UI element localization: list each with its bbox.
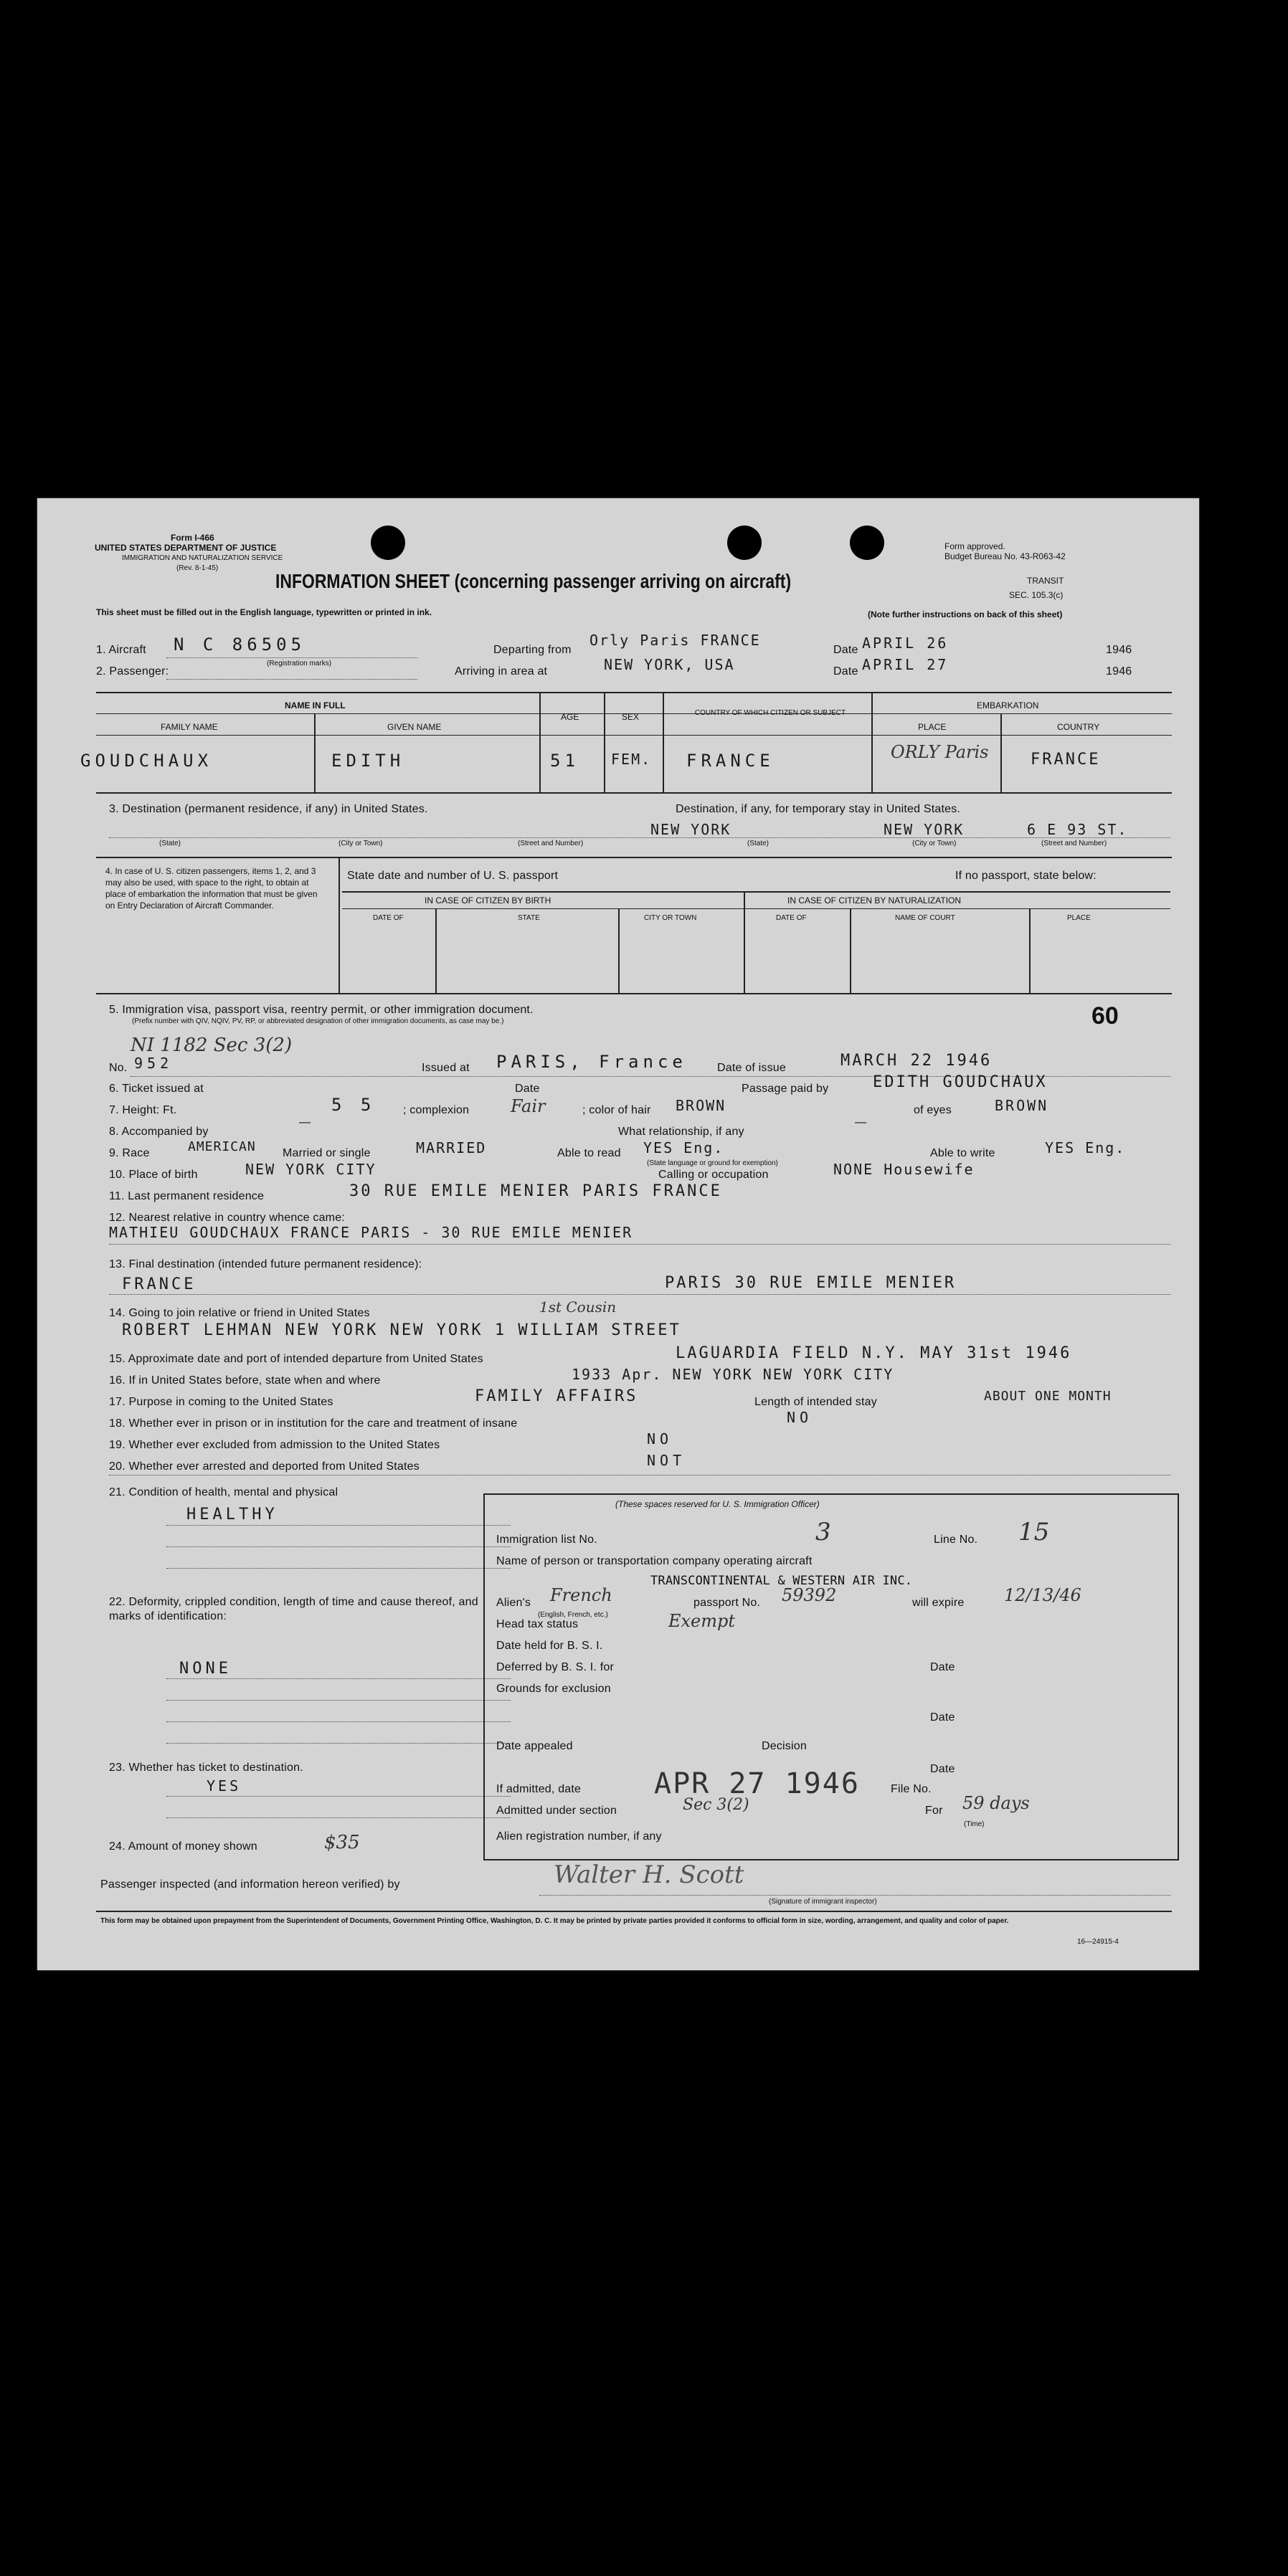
grounds-date-label: Date <box>930 1711 955 1724</box>
admitted-section-value: Sec 3(2) <box>683 1796 749 1814</box>
for-time-value: 59 days <box>962 1793 1030 1813</box>
arriving-label: Arriving in area at <box>455 665 548 678</box>
no-passport-label: If no passport, state below: <box>955 870 1097 882</box>
punch-hole <box>371 526 405 560</box>
before-value: 1933 Apr. NEW YORK NEW YORK CITY <box>572 1366 894 1383</box>
service-name: IMMIGRATION AND NATURALIZATION SERVICE <box>122 554 283 562</box>
decision-label: Decision <box>762 1740 807 1752</box>
sex-value: FEM. <box>611 751 652 768</box>
by-nat-header: IN CASE OF CITIZEN BY NATURALIZATION <box>787 895 962 906</box>
accompanied-value: — <box>299 1116 311 1128</box>
given-name-header: GIVEN NAME <box>387 722 442 732</box>
signature-caption: (Signature of immigrant inspector) <box>769 1898 877 1906</box>
q5-label: 5. Immigration visa, passport visa, reentry permit, or other immigration document. <box>109 1004 534 1016</box>
aircraft-label: 1. Aircraft <box>96 644 146 656</box>
visa-number-2: 952 <box>134 1055 174 1072</box>
eyes-label: of eyes <box>914 1104 952 1116</box>
punch-hole <box>850 526 884 560</box>
family-name-value: GOUDCHAUX <box>80 751 213 771</box>
nat-date-col: DATE OF <box>776 914 807 922</box>
information-sheet <box>37 498 1199 1970</box>
transit-stamp: TRANSIT <box>1027 576 1064 586</box>
date-label-6: Date <box>515 1083 540 1095</box>
issued-at-label: Issued at <box>422 1062 470 1074</box>
admitted-stamp: APR 27 1946 <box>654 1767 860 1800</box>
q4-label: 4. In case of U. S. citizen passengers, items 1, 2, and 3 may also be used, with space to the right, to obtain at place of embarkation the information that must be given on Entry Declaration of Aircraft Commander. <box>105 866 318 911</box>
admitted-under-label: Admitted under section <box>496 1805 617 1817</box>
head-tax-label: Head tax status <box>496 1618 579 1630</box>
deferred-label: Deferred by B. S. I. for <box>496 1661 614 1673</box>
q6-label: 6. Ticket issued at <box>109 1083 204 1095</box>
street-caption-2: (Street and Number) <box>1041 840 1107 847</box>
occupation-value: NONE Housewife <box>833 1161 975 1178</box>
birth-value: NEW YORK CITY <box>245 1161 377 1178</box>
by-birth-header: IN CASE OF CITIZEN BY BIRTH <box>425 895 551 906</box>
imm-list-label: Immigration list No. <box>496 1534 597 1546</box>
dest-state: NEW YORK <box>650 821 731 838</box>
length-stay-value: ABOUT ONE MONTH <box>984 1389 1112 1404</box>
final-country: FRANCE <box>122 1275 196 1293</box>
inspector-signature: Walter H. Scott <box>554 1860 744 1889</box>
line-no-label: Line No. <box>934 1534 978 1546</box>
street-caption: (Street and Number) <box>518 840 584 847</box>
arrival-year: 1946 <box>1106 665 1132 678</box>
date-held-label: Date held for B. S. I. <box>496 1640 603 1652</box>
read-value: YES Eng. <box>643 1139 724 1156</box>
married-value: MARRIED <box>416 1139 487 1156</box>
deferred-date-label: Date <box>930 1661 955 1673</box>
departure-date: APRIL 26 <box>862 635 949 652</box>
read-label: Able to read <box>557 1147 621 1159</box>
departing-value: Orly Paris FRANCE <box>589 632 761 649</box>
appealed-label: Date appealed <box>496 1740 573 1752</box>
q23-label: 23. Whether has ticket to destination. <box>109 1762 303 1774</box>
visa-number: NI 1182 Sec 3(2) <box>131 1035 293 1056</box>
form-title: INFORMATION SHEET (concerning passenger arriving on aircraft) <box>275 570 792 592</box>
race-value: AMERICAN <box>188 1139 256 1154</box>
admitted-label: If admitted, date <box>496 1783 582 1795</box>
final-city: PARIS 30 RUE EMILE MENIER <box>665 1274 957 1292</box>
relationship-value: — <box>855 1116 867 1128</box>
date-issue-label: Date of issue <box>717 1062 786 1074</box>
alien-reg-label: Alien registration number, if any <box>496 1830 662 1843</box>
q14-label: 14. Going to join relative or friend in United States <box>109 1307 370 1319</box>
embark-country-value: FRANCE <box>1031 751 1101 769</box>
married-label: Married or single <box>283 1147 371 1159</box>
passage-paid-value: EDITH GOUDCHAUX <box>873 1073 1048 1091</box>
relationship-label: What relationship, if any <box>618 1126 744 1138</box>
deported-value: NOT <box>647 1452 686 1469</box>
state-caption-2: (State) <box>747 840 770 847</box>
company-label: Name of person or transportation company operating aircraft <box>496 1555 813 1567</box>
country-header: COUNTRY <box>1057 722 1100 732</box>
q16-label: 16. If in United States before, state when and where <box>109 1374 381 1387</box>
q17-label: 17. Purpose in coming to the United States <box>109 1396 333 1408</box>
file-no-label: File No. <box>891 1783 932 1795</box>
time-caption: (Time) <box>964 1820 985 1828</box>
nat-court-col: NAME OF COURT <box>895 914 955 922</box>
q10-label: 10. Place of birth <box>109 1169 198 1181</box>
q20-label: 20. Whether ever arrested and deported from United States <box>109 1460 420 1473</box>
for-label: For <box>925 1805 943 1817</box>
punch-hole <box>727 526 762 560</box>
departing-label: Departing from <box>493 644 572 656</box>
complexion-label: ; complexion <box>403 1104 470 1116</box>
date-issue-value: MARCH 22 1946 <box>840 1052 993 1070</box>
purpose-value: FAMILY AFFAIRS <box>475 1387 638 1405</box>
footer-text: This form may be obtained upon prepayment from the Superintendent of Documents, Government Printing Office, Washington, D. C. It may be printed by private parties provided it conforms to official form in size, wording, arrangement, and quality and color of paper. <box>100 1917 1009 1925</box>
embarkation-header: EMBARKATION <box>977 700 1039 710</box>
q3b-label: Destination, if any, for temporary stay in United States. <box>676 803 961 815</box>
sec-stamp: SEC. 105.3(c) <box>1009 590 1064 600</box>
reserved-caption: (These spaces reserved for U. S. Immigration Officer) <box>615 1499 820 1509</box>
height-value: 5 5 <box>331 1095 376 1115</box>
embark-place-value: ORLY Paris <box>891 742 989 762</box>
birth-city-col: CITY OR TOWN <box>644 914 697 922</box>
budget-bureau: Budget Bureau No. 43-R063-42 <box>944 551 1066 561</box>
q11-label: 11. Last permanent residence <box>109 1190 265 1202</box>
q3-label: 3. Destination (permanent residence, if any) in United States. <box>109 803 428 815</box>
citizen-header: COUNTRY OF WHICH CITIZEN OR SUBJECT <box>694 709 846 717</box>
passport-no-label: passport No. <box>693 1597 761 1609</box>
passport-label: State date and number of U. S. passport <box>347 870 559 882</box>
q9-label: 9. Race <box>109 1147 150 1159</box>
ticket-dest-value: YES <box>207 1777 242 1795</box>
relative-value: MATHIEU GOUDCHAUX FRANCE PARIS - 30 RUE EMILE MENIER <box>109 1224 633 1241</box>
line-no-value: 15 <box>1018 1518 1050 1546</box>
aliens-label: Alien's <box>496 1597 531 1609</box>
arriving-value: NEW YORK, USA <box>604 656 735 673</box>
age-header: AGE <box>561 712 579 722</box>
write-label: Able to write <box>930 1147 995 1159</box>
residence-value: 30 RUE EMILE MENIER PARIS FRANCE <box>349 1182 722 1200</box>
place-header: PLACE <box>918 722 947 732</box>
given-name-value: EDITH <box>331 751 405 771</box>
calling-label: Calling or occupation <box>658 1169 769 1181</box>
will-expire-value: 12/13/46 <box>1004 1585 1081 1605</box>
birth-date-col: DATE OF <box>373 914 404 922</box>
company-value: TRANSCONTINENTAL & WESTERN AIR INC. <box>650 1574 913 1588</box>
box-number: 60 <box>1092 1002 1119 1030</box>
length-stay-label: Length of intended stay <box>754 1396 877 1408</box>
eng-caption: (English, French, etc.) <box>538 1611 608 1619</box>
footer-code: 16—24915-4 <box>1077 1938 1119 1946</box>
citizen-value: FRANCE <box>686 751 775 771</box>
passage-paid-label: Passage paid by <box>742 1083 829 1095</box>
departure-value: LAGUARDIA FIELD N.Y. MAY 31st 1946 <box>676 1344 1072 1362</box>
eyes-value: BROWN <box>995 1097 1049 1114</box>
q24-label: 24. Amount of money shown <box>109 1840 257 1853</box>
decision-date-label: Date <box>930 1763 955 1775</box>
form-approved: Form approved. <box>944 541 1005 551</box>
date-label: Date <box>833 644 858 656</box>
back-note: (Note further instructions on back of this sheet) <box>868 609 1063 619</box>
city-caption-2: (City or Town) <box>912 840 957 847</box>
city-caption: (City or Town) <box>338 840 383 847</box>
no-label: No. <box>109 1062 128 1074</box>
complexion-value: Fair <box>511 1096 546 1116</box>
date-label-2: Date <box>833 665 858 678</box>
state-caption: (State) <box>159 840 181 847</box>
issued-at-value: PARIS, France <box>496 1052 687 1072</box>
arrival-date: APRIL 27 <box>862 656 949 673</box>
q8-label: 8. Accompanied by <box>109 1126 209 1138</box>
q21-label: 21. Condition of health, mental and physical <box>109 1486 338 1498</box>
passenger-label: 2. Passenger: <box>96 665 169 678</box>
hair-label: ; color of hair <box>582 1104 651 1116</box>
q7-label: 7. Height: Ft. <box>109 1104 177 1116</box>
alien-lang-value: French <box>550 1585 612 1605</box>
q19-label: 19. Whether ever excluded from admission to the United States <box>109 1439 440 1451</box>
name-in-full-header: NAME IN FULL <box>285 700 346 710</box>
age-value: 51 <box>550 751 579 771</box>
birth-state-col: STATE <box>518 914 540 922</box>
q13-label: 13. Final destination (intended future permanent residence): <box>109 1258 422 1270</box>
nat-place-col: PLACE <box>1067 914 1091 922</box>
join-relationship: 1st Cousin <box>539 1298 617 1316</box>
head-tax-value: Exempt <box>668 1611 736 1631</box>
excluded-value: NO <box>647 1430 673 1448</box>
sex-header: SEX <box>622 712 640 722</box>
write-value: YES Eng. <box>1045 1139 1126 1156</box>
language-caption: (State language or ground for exemption) <box>647 1159 778 1167</box>
join-name: ROBERT LEHMAN NEW YORK NEW YORK 1 WILLIAM STREET <box>122 1321 681 1339</box>
instruction: This sheet must be filled out in the English language, typewritten or printed in ink. <box>96 607 432 617</box>
deformity-value: NONE <box>179 1660 232 1678</box>
dest-city: NEW YORK <box>884 821 965 838</box>
form-number: Form I-466 <box>171 533 214 543</box>
family-name-header: FAMILY NAME <box>161 722 218 732</box>
reg-marks-caption: (Registration marks) <box>267 660 332 667</box>
will-expire-label: will expire <box>912 1597 965 1609</box>
passport-no-value: 59392 <box>782 1585 837 1605</box>
q15-label: 15. Approximate date and port of intended departure from United States <box>109 1353 483 1365</box>
agency-name: UNITED STATES DEPARTMENT OF JUSTICE <box>95 543 277 553</box>
prison-value: NO <box>787 1409 813 1426</box>
money-value: $35 <box>324 1832 360 1853</box>
revision-date: (Rev. 8-1-45) <box>176 564 219 572</box>
imm-list-value: 3 <box>815 1518 831 1546</box>
hair-value: BROWN <box>676 1097 726 1114</box>
q18-label: 18. Whether ever in prison or in institution for the care and treatment of insane <box>109 1417 518 1430</box>
q12-label: 12. Nearest relative in country whence came: <box>109 1212 345 1224</box>
departure-year: 1946 <box>1106 644 1132 656</box>
aircraft-value: N C 86505 <box>174 635 306 655</box>
inspected-label: Passenger inspected (and information hereon verified) by <box>100 1878 400 1891</box>
q5-subcaption: (Prefix number with QIV, NQIV, PV, RP, or abbreviated designation of other immigration documents, as case may be.) <box>132 1017 504 1025</box>
dest-street: 6 E 93 ST. <box>1027 821 1128 838</box>
health-value: HEALTHY <box>186 1506 278 1524</box>
grounds-label: Grounds for exclusion <box>496 1683 611 1695</box>
q22-label: 22. Deformity, crippled condition, length of time and cause thereof, and marks of identification: <box>109 1596 478 1622</box>
